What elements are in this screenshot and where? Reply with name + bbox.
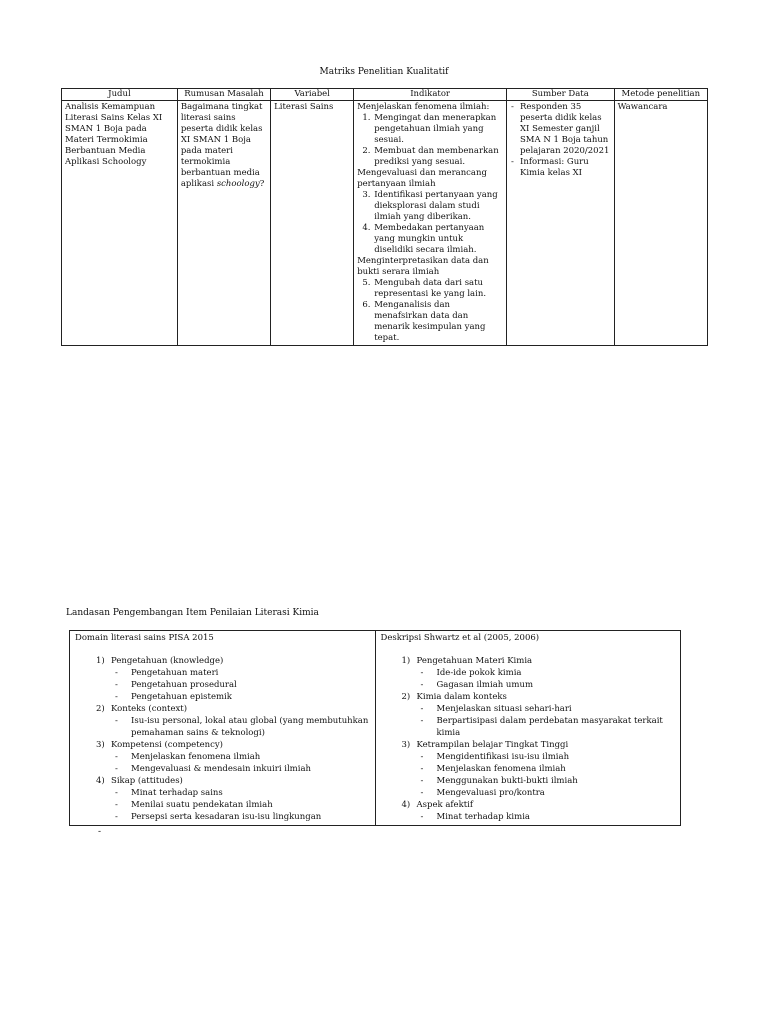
indikator-item: 1. Mengingat dan menerapkan pengetahuan ilmiah yang sesuai.	[373, 113, 503, 146]
topic-number: 4)	[96, 776, 105, 786]
topic-number: 1)	[401, 656, 411, 666]
subtopic-item: - Menggunakan bukti-bukti ilmiah	[417, 775, 676, 787]
indikator-list-3	[357, 278, 503, 344]
topic-item	[75, 775, 370, 823]
subtopic-list	[111, 751, 370, 775]
subtopic-item: - Menjelaskan fenomena ilmiah	[111, 751, 370, 763]
indikator-list-1	[357, 113, 503, 168]
subtopic-item: - Pengetahuan epistemik	[111, 691, 370, 703]
subtopic-list	[417, 703, 676, 739]
subtopic-list	[111, 787, 370, 823]
subtopic-item: - Persepsi serta kesadaran isu-isu lingkungan	[111, 811, 370, 823]
topic-item	[381, 799, 676, 823]
topic-number: 4)	[401, 800, 411, 810]
topic-item	[75, 655, 370, 703]
subtopic-item: - Mengevaluasi pro/kontra	[417, 787, 676, 799]
trailing-dash: -	[98, 827, 102, 837]
topic-label: Ketrampilan belajar Tingkat Tinggi	[416, 740, 569, 750]
indikator-item: 3. Identifikasi pertanyaan yang dieksplorasi dalam studi ilmiah yang diberikan.	[373, 190, 503, 223]
subtopic-item: - Menjelaskan fenomena ilmiah	[417, 763, 676, 775]
subtopic-list	[111, 667, 370, 703]
indikator-item: 5. Mengubah data dari satu representasi ke yang lain.	[373, 278, 503, 300]
indikator-heading-2: Mengevaluasi dan merancang pertanyaan ilmiah	[357, 168, 487, 189]
variabel-text: Literasi Sains	[274, 102, 334, 112]
topic-label: Sikap (attitudes)	[111, 776, 183, 786]
header-metode: Metode penelitian	[614, 89, 707, 101]
topic-number: 1)	[96, 656, 105, 666]
rumusan-suffix: ?	[259, 179, 265, 189]
topic-item	[381, 655, 676, 691]
landasan-title: Landasan Pengembangan Item Penilaian Literasi Kimia	[66, 608, 319, 618]
header-rumusan-masalah: Rumusan Masalah	[177, 89, 270, 101]
rumusan-text: Bagaimana tingkat literasi sains peserta didik kelas XI SMAN 1 Boja pada materi termokimia berbantuan media aplikasi	[180, 102, 263, 189]
topic-label: Konteks (context)	[111, 704, 188, 714]
indikator-list-2	[357, 190, 503, 256]
topic-label: Pengetahuan Materi Kimia	[416, 656, 533, 666]
subtopic-item: - Mengevaluasi & mendesain inkuiri ilmiah	[111, 763, 370, 775]
pisa-domain-list	[75, 655, 370, 823]
landasan-left-cell	[70, 631, 376, 826]
matrix-header-row	[62, 89, 708, 101]
cell-rumusan-masalah	[177, 101, 270, 346]
indikator-heading-3: Menginterpretasikan data dan bukti serara ilmiah	[357, 256, 489, 277]
subtopic-item: - Isu-isu personal, lokal atau global (yang membutuhkan pemahaman sains & teknologi)	[111, 715, 370, 739]
landasan-right-cell	[375, 631, 681, 826]
topic-item	[381, 691, 676, 739]
subtopic-list	[111, 715, 370, 739]
subtopic-item: - Pengetahuan prosedural	[111, 679, 370, 691]
indikator-item: 2. Membuat dan membenarkan prediksi yang sesuai.	[373, 146, 503, 168]
topic-number: 2)	[96, 704, 105, 714]
judul-text: Analisis Kemampuan Literasi Sains Kelas XI SMAN 1 Boja pada Materi Termokimia Berbantuan Media Aplikasi Schoology	[65, 102, 163, 167]
subtopic-item: - Mengidentifikasi isu-isu ilmiah	[417, 751, 676, 763]
metode-text: Wawancara	[617, 102, 668, 112]
subtopic-item: - Menjelaskan situasi sehari-hari	[417, 703, 676, 715]
right-column-header: Deskripsi Shwartz et al (2005, 2006)	[380, 633, 540, 643]
topic-number: 2)	[401, 692, 411, 702]
rumusan-italic: schoology	[216, 179, 260, 189]
landasan-table	[69, 630, 681, 826]
sumber-data-item: - Responden 35 peserta didik kelas XI Semester ganjil SMA N 1 Boja tahun pelajaran 2020/2021	[510, 102, 611, 157]
matrix-title: Matriks Penelitian Kualitatif	[319, 67, 449, 77]
subtopic-item: - Ide-ide pokok kimia	[417, 667, 676, 679]
subtopic-item: - Minat terhadap kimia	[417, 811, 676, 823]
subtopic-list	[417, 811, 676, 823]
cell-metode	[614, 101, 707, 346]
header-indikator: Indikator	[354, 89, 507, 101]
header-judul: Judul	[62, 89, 178, 101]
topic-label: Aspek afektif	[416, 800, 473, 810]
topic-number: 3)	[401, 740, 411, 750]
cell-judul	[62, 101, 178, 346]
topic-item	[75, 739, 370, 775]
research-matrix-table	[61, 88, 708, 346]
cell-sumber-data	[506, 101, 614, 346]
header-variabel: Variabel	[271, 89, 354, 101]
topic-item	[381, 739, 676, 799]
cell-indikator	[354, 101, 507, 346]
shwartz-description-list	[381, 655, 676, 823]
cell-variabel	[271, 101, 354, 346]
sumber-data-list	[510, 102, 611, 179]
topic-number: 3)	[96, 740, 105, 750]
indikator-item: 6. Menganalisis dan menafsirkan data dan menarik kesimpulan yang tepat.	[373, 300, 503, 344]
subtopic-item: - Pengetahuan materi	[111, 667, 370, 679]
header-sumber-data: Sumber Data	[506, 89, 614, 101]
matrix-row	[62, 101, 708, 346]
subtopic-list	[417, 667, 676, 691]
indikator-heading-1: Menjelaskan fenomena ilmiah:	[357, 102, 490, 112]
topic-item	[75, 703, 370, 739]
sumber-data-item: - Informasi: Guru Kimia kelas XI	[510, 157, 611, 179]
subtopic-item: - Menilai suatu pendekatan ilmiah	[111, 799, 370, 811]
subtopic-item: - Berpartisipasi dalam perdebatan masyarakat terkait kimia	[417, 715, 676, 739]
left-column-header: Domain literasi sains PISA 2015	[75, 633, 214, 643]
subtopic-list	[417, 751, 676, 799]
subtopic-item: - Gagasan ilmiah umum	[417, 679, 676, 691]
topic-label: Kimia dalam konteks	[416, 692, 507, 702]
topic-label: Kompetensi (competency)	[111, 740, 223, 750]
indikator-item: 4. Membedakan pertanyaan yang mungkin untuk diselidiki secara ilmiah.	[373, 223, 503, 256]
subtopic-item: - Minat terhadap sains	[111, 787, 370, 799]
landasan-row	[70, 631, 681, 826]
topic-label: Pengetahuan (knowledge)	[111, 656, 224, 666]
